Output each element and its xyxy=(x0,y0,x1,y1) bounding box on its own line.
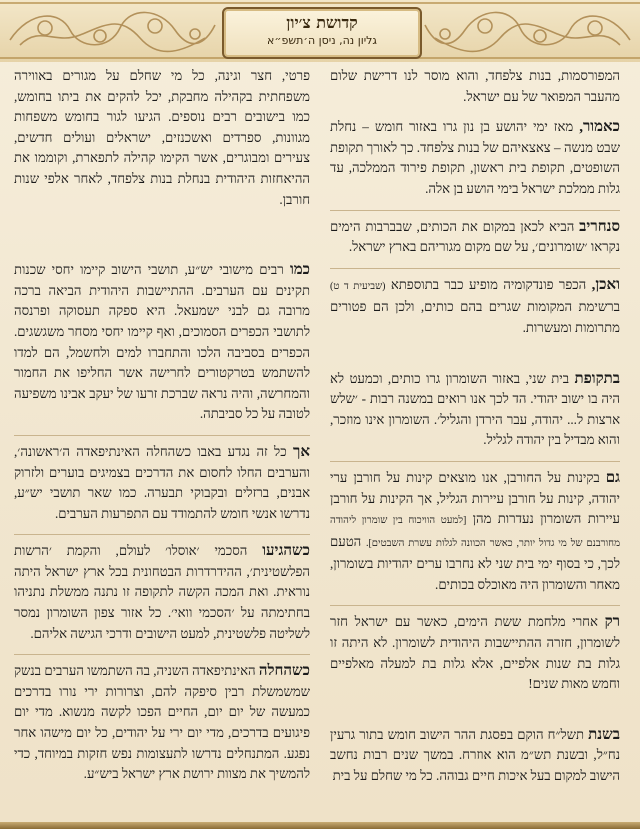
paragraph-text: כל זה נגדע באבו כשהחלה האינתיפאדה ה׳ראשונה׳, והערבים החלו לחסום את הדרכים בצמיגים בוערים ולזרוק אבנים, ברזלים ובקבוקי תבערה. כמו שאר תושבי יש״ע, נדרשו אנשי חומש להתמודד עם התפרעות הערבים. xyxy=(14,443,310,521)
paragraph-text: בקינות על החורבן, אנו מוצאים קינות על חורבן ערי יהודה, קינות על חורבן עיירות הגליל, אך הקינות על חורבן עיירות השומרון נעדרות מהן xyxy=(330,469,620,527)
paragraph-lead: רק xyxy=(604,614,620,631)
paragraph-lead: ואכן, xyxy=(591,276,620,293)
page-title: קדושת צ׳יון xyxy=(286,13,358,32)
paragraph xyxy=(330,210,620,258)
paragraph xyxy=(330,369,620,451)
paragraph-text: רבים מישובי יש״ע, תושבי הישוב קיימו יחסי שכנות תקינים עם הערבים. ההתיישבות היהודית הביאה ברכה מרובה גם לבני ישמעאל. היא ספקה תעסוקה ופרנסה לתושבי הכפרים הסמוכים, ואף קיימו יחסי מסחר משגשגים. הכפרים בסביבה הלכו והתחברו למים ולחשמל, הם למדו להשתמש בטרקטורים לחרישה אשר החליפו את החמור והמחרשה, והיה נראה שברכת זרעו של יעקב אבינו משפיעה לטובה על כל סביבתה. xyxy=(14,262,310,422)
paragraph xyxy=(14,654,310,785)
paragraph-text: הסכמי ׳אוסלו׳ לעולם, והקמת ׳הרשות הפלשטינית׳, ההידרדרות הבטחונית בכל ארץ ישראל היתה נוראית. ואת המכה הקשה לתקופה זו נתנה ממשלת נתניהו בחתימתה על ׳הסכמי וואי׳. כל אזור צפון השומרון נמסר לשליטה פלשטינית, למעט הישובים ודרכי הגישה אליהם. xyxy=(14,543,310,641)
paragraph xyxy=(14,66,310,210)
issue-subtitle: גליון נה, ניסן ה׳תשפ״א xyxy=(267,34,377,47)
paragraph-lead: כמו xyxy=(289,262,310,279)
paragraph-lead: אך xyxy=(293,443,310,460)
paragraph-lead: כשהחלה xyxy=(258,663,310,680)
paragraph-text: הכפר פונדקומיה מופיע כבר בתוספתא xyxy=(385,276,592,292)
paragraph xyxy=(330,605,620,694)
right-column xyxy=(330,66,620,797)
paragraph xyxy=(14,260,310,425)
paragraph xyxy=(330,461,620,596)
paragraph xyxy=(330,268,620,339)
paragraph xyxy=(330,725,620,787)
paragraph-text: האינתיפאדה השניה, בה השתמשו הערבים בנשק שמשמשלת רבין סיפקה להם, וצרורות ירי נורו בדרכים כמעשה של יום יום, החיים הפכו לקשה מנשוא. מדי יום פיגועים בדרכים, מדי יום ירי על יהודים, כל יום מישהו אחר נפגע. המתנחלים נדרשו לתעצומות נפש חזקות במיוחד, כדי להמשיך את מצוות ירושת ארץ ישראל ביש״ע. xyxy=(14,663,310,782)
paragraph xyxy=(14,435,310,524)
paragraph-lead: סנחריב xyxy=(579,218,620,235)
paragraph xyxy=(330,66,620,107)
title-box xyxy=(222,7,422,59)
paragraph xyxy=(330,117,620,199)
paragraph-lead: כשהגיעו xyxy=(262,543,310,560)
paragraph-text: המפורסמות, בנות צלפחד, והוא מוסר לנו דרישת שלום מהעבר המפואר של עם ישראל. xyxy=(330,68,620,104)
paragraph-text: פרטי, חצר וגינה, כל מי שחלם על מגורים באווירה משפחתית בקהילה מחבקת, יכל להקים את ביתו בחומש, כמו בישובים רבים נוספים. הגיעו לגור בחומש משפחות מגוונות, ספרדים ואשכנזים, ישראלים ועולים חדשים, צעירים ומבוגרים, אשר הקימו קהילה לתפארת, וקוממו את ההיאחזות היהודית בנחלת בנות צלפחד, לאחר אלפי שנות חורבן. xyxy=(14,68,310,207)
bottom-border xyxy=(0,822,640,829)
header-ornament xyxy=(0,0,640,62)
paragraph-text: אחרי מלחמת ששת הימים, כאשר עם ישראל חזר לשומרון, חזרה ההתיישבות היהודית לשומרון. לא היתה זו גלות בת שנות אלפיים, אלא גלות בת למעלה מאלפיים וחמש מאות שנים! xyxy=(330,614,620,692)
paragraph-lead: בתקופת xyxy=(574,370,620,387)
paragraph-lead: גם xyxy=(605,469,620,486)
source-citation: (שביעית ד ט) xyxy=(330,280,386,292)
paragraph-text: בית שני, באזור השומרון גרו כותים, וכמעט לא היה בו ישוב יהודי. הד לכך אנו רואים במשנה רבות - ׳שלש ארצות ל... יהודה, עבר הירדן והגליל׳. השומרון אינו מוזכר, והוא מבדיל בין יהודה לגליל. xyxy=(330,370,620,448)
paragraph-lead: בשנת xyxy=(588,726,620,743)
paragraph-text: תשל״ח הוקם בפסגת ההר הישוב חומש בתור גרעין נח״ל, ובשנת תש״מ הוא אוזרח. במשך שנים רבות נחשב הישוב למקום בעל איכות חיים גבוהה. כל מי שחלם על בית xyxy=(330,726,620,784)
paragraph-text: מאז ימי יהושע בן נון גרו באזור חומש – נחלת שבט מנשה – צאצאיהם של בנות צלפחד. כך לאורך תקופת השופטים, תקופת בית ראשון, תקופת פירוד הממלכה, עד גלות ממלכת ישראל בימי הושע בן אלה. xyxy=(330,119,620,196)
paragraph-text: הביא לכאן במקום את הכותים, שבברבות הימים נקראו ׳שומרונים׳, על שם מקום מגוריהם בארץ ישראל. xyxy=(330,218,620,255)
paragraph-text: ברשימת המקומות שגרים בהם כותים, ולכן הם פטורים מתרומות ומעשרות. xyxy=(330,299,620,335)
left-column xyxy=(14,66,310,795)
bracket-note: [למעט הוויכוח בין שומרון ליהודה מחורבנם של מי גדול יותר, כאשר הכוונה לגלות עשרת השבטים]. xyxy=(330,515,621,549)
paragraph xyxy=(14,534,310,644)
paragraph-lead: כאמור, xyxy=(579,119,620,136)
paragraph-text: הטעם לכך, כי בסוף ימי בית שני לא נחרבו ערים יהודיות בשומרון, מאחר והשומרון היה מאוכלס בכותים. xyxy=(330,533,620,592)
